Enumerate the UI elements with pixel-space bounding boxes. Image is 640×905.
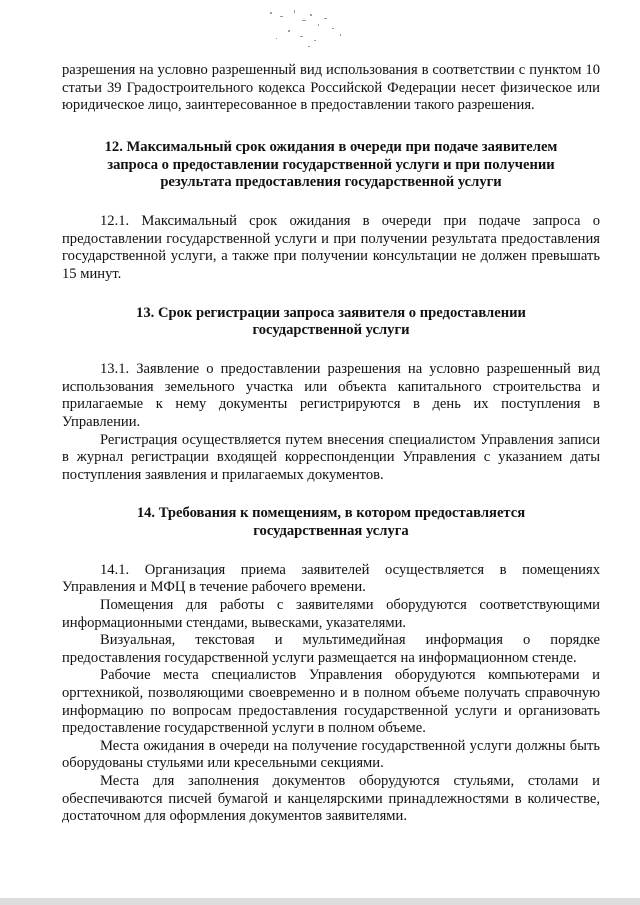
- paragraph-14-3: Визуальная, текстовая и мультимедийная информация о порядке предоставления государственной услуги размещается на информационном стенде.: [62, 632, 600, 666]
- paragraph-12-1: 12.1. Максимальный срок ожидания в очереди при подаче запроса о предоставлении государственной услуги и при получении результата предоставления государственной услуги, а также при получении консультации не должен превышать 15 минут.: [62, 213, 600, 282]
- section-12-heading: 12. Максимальный срок ожидания в очереди при подаче заявителем запроса о предоставлении государственной услуги и при получении результата предоставления государственной услуги: [104, 138, 558, 191]
- paragraph-13-1: 13.1. Заявление о предоставлении разрешения на условно разрешенный вид использования земельного участка или объекта капитального строительства и прилагаемые к нему документы регистрируются в день их поступления в Управлении.: [62, 361, 600, 430]
- paragraph-13-2: Регистрация осуществляется путем внесения специалистом Управления записи в журнал регистрации входящей корреспонденции Управления с указанием даты поступления заявления и прилагаемых документов.: [62, 431, 600, 483]
- paragraph-14-1: 14.1. Организация приема заявителей осуществляется в помещениях Управления и МФЦ в течение рабочего времени.: [62, 561, 600, 596]
- section-14-heading: 14. Требования к помещениям, в котором предоставляется государственная услуга: [136, 505, 526, 540]
- continuation-paragraph: разрешения на условно разрешенный вид использования в соответствии с пунктом 10 статьи 39 Градостроительного кодекса Российской Федерации несет физическое или юридическое лицо, заинтересованное в предоставлении такого разрешения.: [62, 62, 600, 114]
- scan-bottom-edge: [0, 898, 640, 905]
- section-13-heading: 13. Срок регистрации запроса заявителя о предоставлении государственной услуги: [136, 304, 526, 339]
- text-column: [62, 62, 600, 826]
- paragraph-14-5: Места ожидания в очереди на получение государственной услуги должны быть оборудованы стульями или кресельными секциями.: [62, 737, 600, 772]
- paragraph-14-2: Помещения для работы с заявителями оборудуются соответствующими информационными стендами, вывесками, указателями.: [62, 597, 600, 631]
- paragraph-14-6: Места для заполнения документов оборудуются стульями, столами и обеспечиваются писчей бумагой и канцелярскими принадлежностями в количестве, достаточном для оформления документов заявителями.: [62, 773, 600, 825]
- scan-artifact-mark: [250, 6, 370, 52]
- paragraph-14-4: Рабочие места специалистов Управления оборудуются компьютерами и оргтехникой, позволяющими своевременно и в полном объеме получать справочную информацию по вопросам предоставления государственной услуги и организовать предоставление государственной услуги в полном объеме.: [62, 667, 600, 737]
